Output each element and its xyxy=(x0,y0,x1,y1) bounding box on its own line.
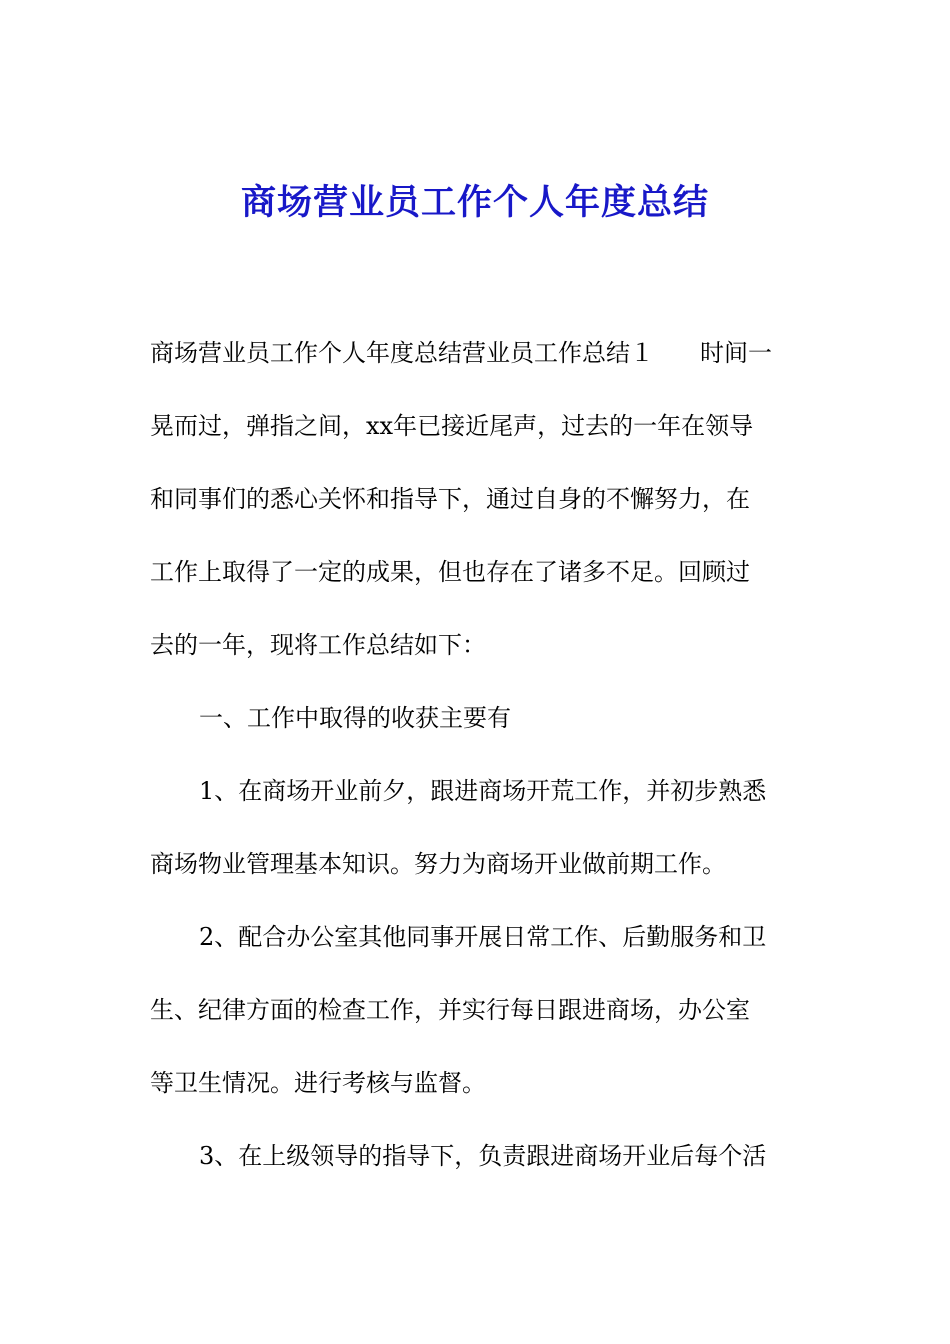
paragraph-line: 生、纪律方面的检查工作，并实行每日跟进商场，办公室 xyxy=(150,996,750,1024)
paragraph-text: 时间一 xyxy=(700,339,772,367)
document-title: 商场营业员工作个人年度总结 xyxy=(240,182,709,223)
paragraph-line: 2、配合办公室其他同事开展日常工作、后勤服务和卫 xyxy=(199,923,767,951)
paragraph-line: 晃而过，弹指之间，xx年已接近尾声，过去的一年在领导 xyxy=(150,412,754,440)
section-heading: 一、工作中取得的收获主要有 xyxy=(199,704,511,732)
paragraph-line: 等卫生情况。进行考核与监督。 xyxy=(150,1069,486,1097)
paragraph-line: 工作上取得了一定的成果，但也存在了诸多不足。回顾过 xyxy=(150,558,750,586)
paragraph-line: 去的一年，现将工作总结如下： xyxy=(150,631,486,659)
paragraph-text: 商场营业员工作个人年度总结营业员工作总结１ xyxy=(150,339,654,367)
paragraph-line: 和同事们的悉心关怀和指导下，通过自身的不懈努力，在 xyxy=(150,485,750,513)
paragraph-line: 3、在上级领导的指导下，负责跟进商场开业后每个活 xyxy=(199,1142,767,1170)
paragraph-line: 1、在商场开业前夕，跟进商场开荒工作，并初步熟悉 xyxy=(199,777,767,805)
paragraph-line: 商场物业管理基本知识。努力为商场开业做前期工作。 xyxy=(150,850,726,878)
document-body xyxy=(150,333,810,1176)
paragraph-line xyxy=(150,333,810,373)
